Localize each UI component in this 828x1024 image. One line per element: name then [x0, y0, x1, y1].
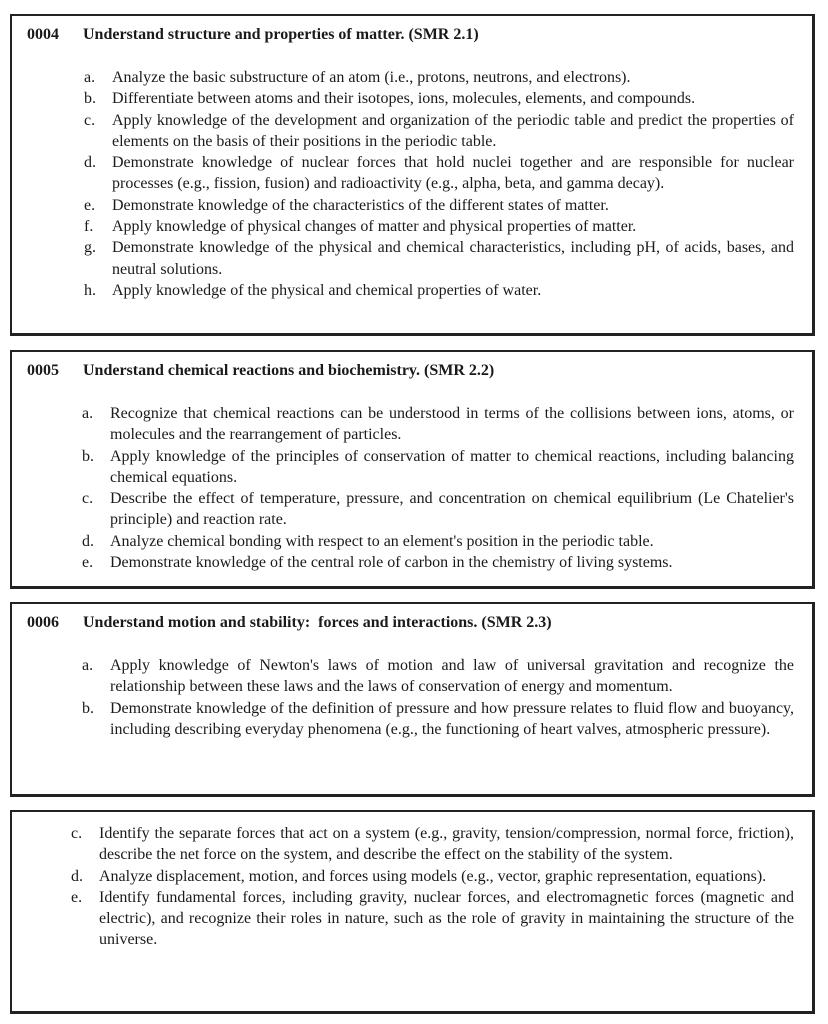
objective-number: 0006	[27, 614, 59, 631]
objective-heading	[27, 25, 479, 45]
list-item: f. Apply knowledge of physical changes of matter and physical properties of matter.	[84, 218, 637, 236]
list-item: e. Demonstrate knowledge of the characteristics of the different states of matter.	[84, 196, 609, 214]
list-item: b. Differentiate between atoms and their isotopes, ions, molecules, elements, and compounds.	[84, 90, 696, 108]
list-item: b. Demonstrate knowledge of the definition of pressure and how pressure relates to fluid flow and buoyancy, including describing everyday phenomena (e.g., the functioning of heart valves, atmospheric pressure).	[82, 699, 794, 738]
objective-number: 0005	[27, 362, 59, 379]
list-item: c. Describe the effect of temperature, pressure, and concentration on chemical equilibrium (Le Chatelier's principle) and reaction rate.	[82, 490, 794, 529]
list-item: d. Analyze displacement, motion, and forces using models (e.g., vector, graphic representation, equations).	[71, 867, 767, 885]
objective-item-list	[12, 403, 794, 573]
objective-item-list	[12, 823, 794, 951]
list-item: a. Analyze the basic substructure of an atom (i.e., protons, neutrons, and electrons).	[84, 69, 631, 86]
list-item: c. Apply knowledge of the development and organization of the periodic table and predict the properties of elements on the basis of their positions in the periodic table.	[84, 111, 794, 150]
objective-box-0006-continued	[10, 810, 815, 1014]
list-item: a. Apply knowledge of Newton's laws of motion and law of universal gravitation and recognize the relationship between these laws and the laws of conservation of energy and momentum.	[82, 657, 794, 696]
objective-box-0006	[10, 602, 815, 797]
objective-heading	[27, 361, 494, 381]
list-item: d. Analyze chemical bonding with respect to an element's position in the periodic table.	[82, 532, 654, 550]
objective-item-list	[12, 67, 794, 301]
list-item: e. Demonstrate knowledge of the central role of carbon in the chemistry of living systems.	[82, 554, 673, 572]
list-item: a. Recognize that chemical reactions can be understood in terms of the collisions between ions, atoms, or molecules and the rearrangement of particles.	[82, 405, 794, 444]
list-item: c. Identify the separate forces that act on a system (e.g., gravity, tension/compression, normal force, friction), describe the net force on the system, and describe the effect on the stability of the system.	[71, 825, 794, 864]
objective-title: Understand motion and stability: forces and interactions. (SMR 2.3)	[83, 614, 552, 631]
list-item: h. Apply knowledge of the physical and chemical properties of water.	[84, 281, 542, 299]
objective-title: Understand chemical reactions and biochemistry. (SMR 2.2)	[83, 362, 495, 379]
list-item: e. Identify fundamental forces, including gravity, nuclear forces, and electromagnetic forces (magnetic and electric), and recognize their roles in nature, such as the role of gravity in maintaining the structure of the universe.	[71, 888, 794, 949]
objective-box-0004	[10, 14, 815, 336]
objective-box-0005	[10, 350, 815, 589]
list-item: g. Demonstrate knowledge of the physical and chemical characteristics, including pH, of acids, bases, and neutral solutions.	[84, 239, 794, 278]
objective-title: Understand structure and properties of matter. (SMR 2.1)	[83, 26, 479, 43]
list-item: d. Demonstrate knowledge of nuclear forces that hold nuclei together and are responsible for nuclear processes (e.g., fission, fusion) and radioactivity (e.g., alpha, beta, and gamma decay).	[84, 154, 794, 193]
objective-number: 0004	[27, 26, 59, 43]
objective-item-list	[12, 655, 794, 740]
objective-heading	[27, 613, 552, 633]
list-item: b. Apply knowledge of the principles of conservation of matter to chemical reactions, including balancing chemical equations.	[82, 447, 794, 486]
